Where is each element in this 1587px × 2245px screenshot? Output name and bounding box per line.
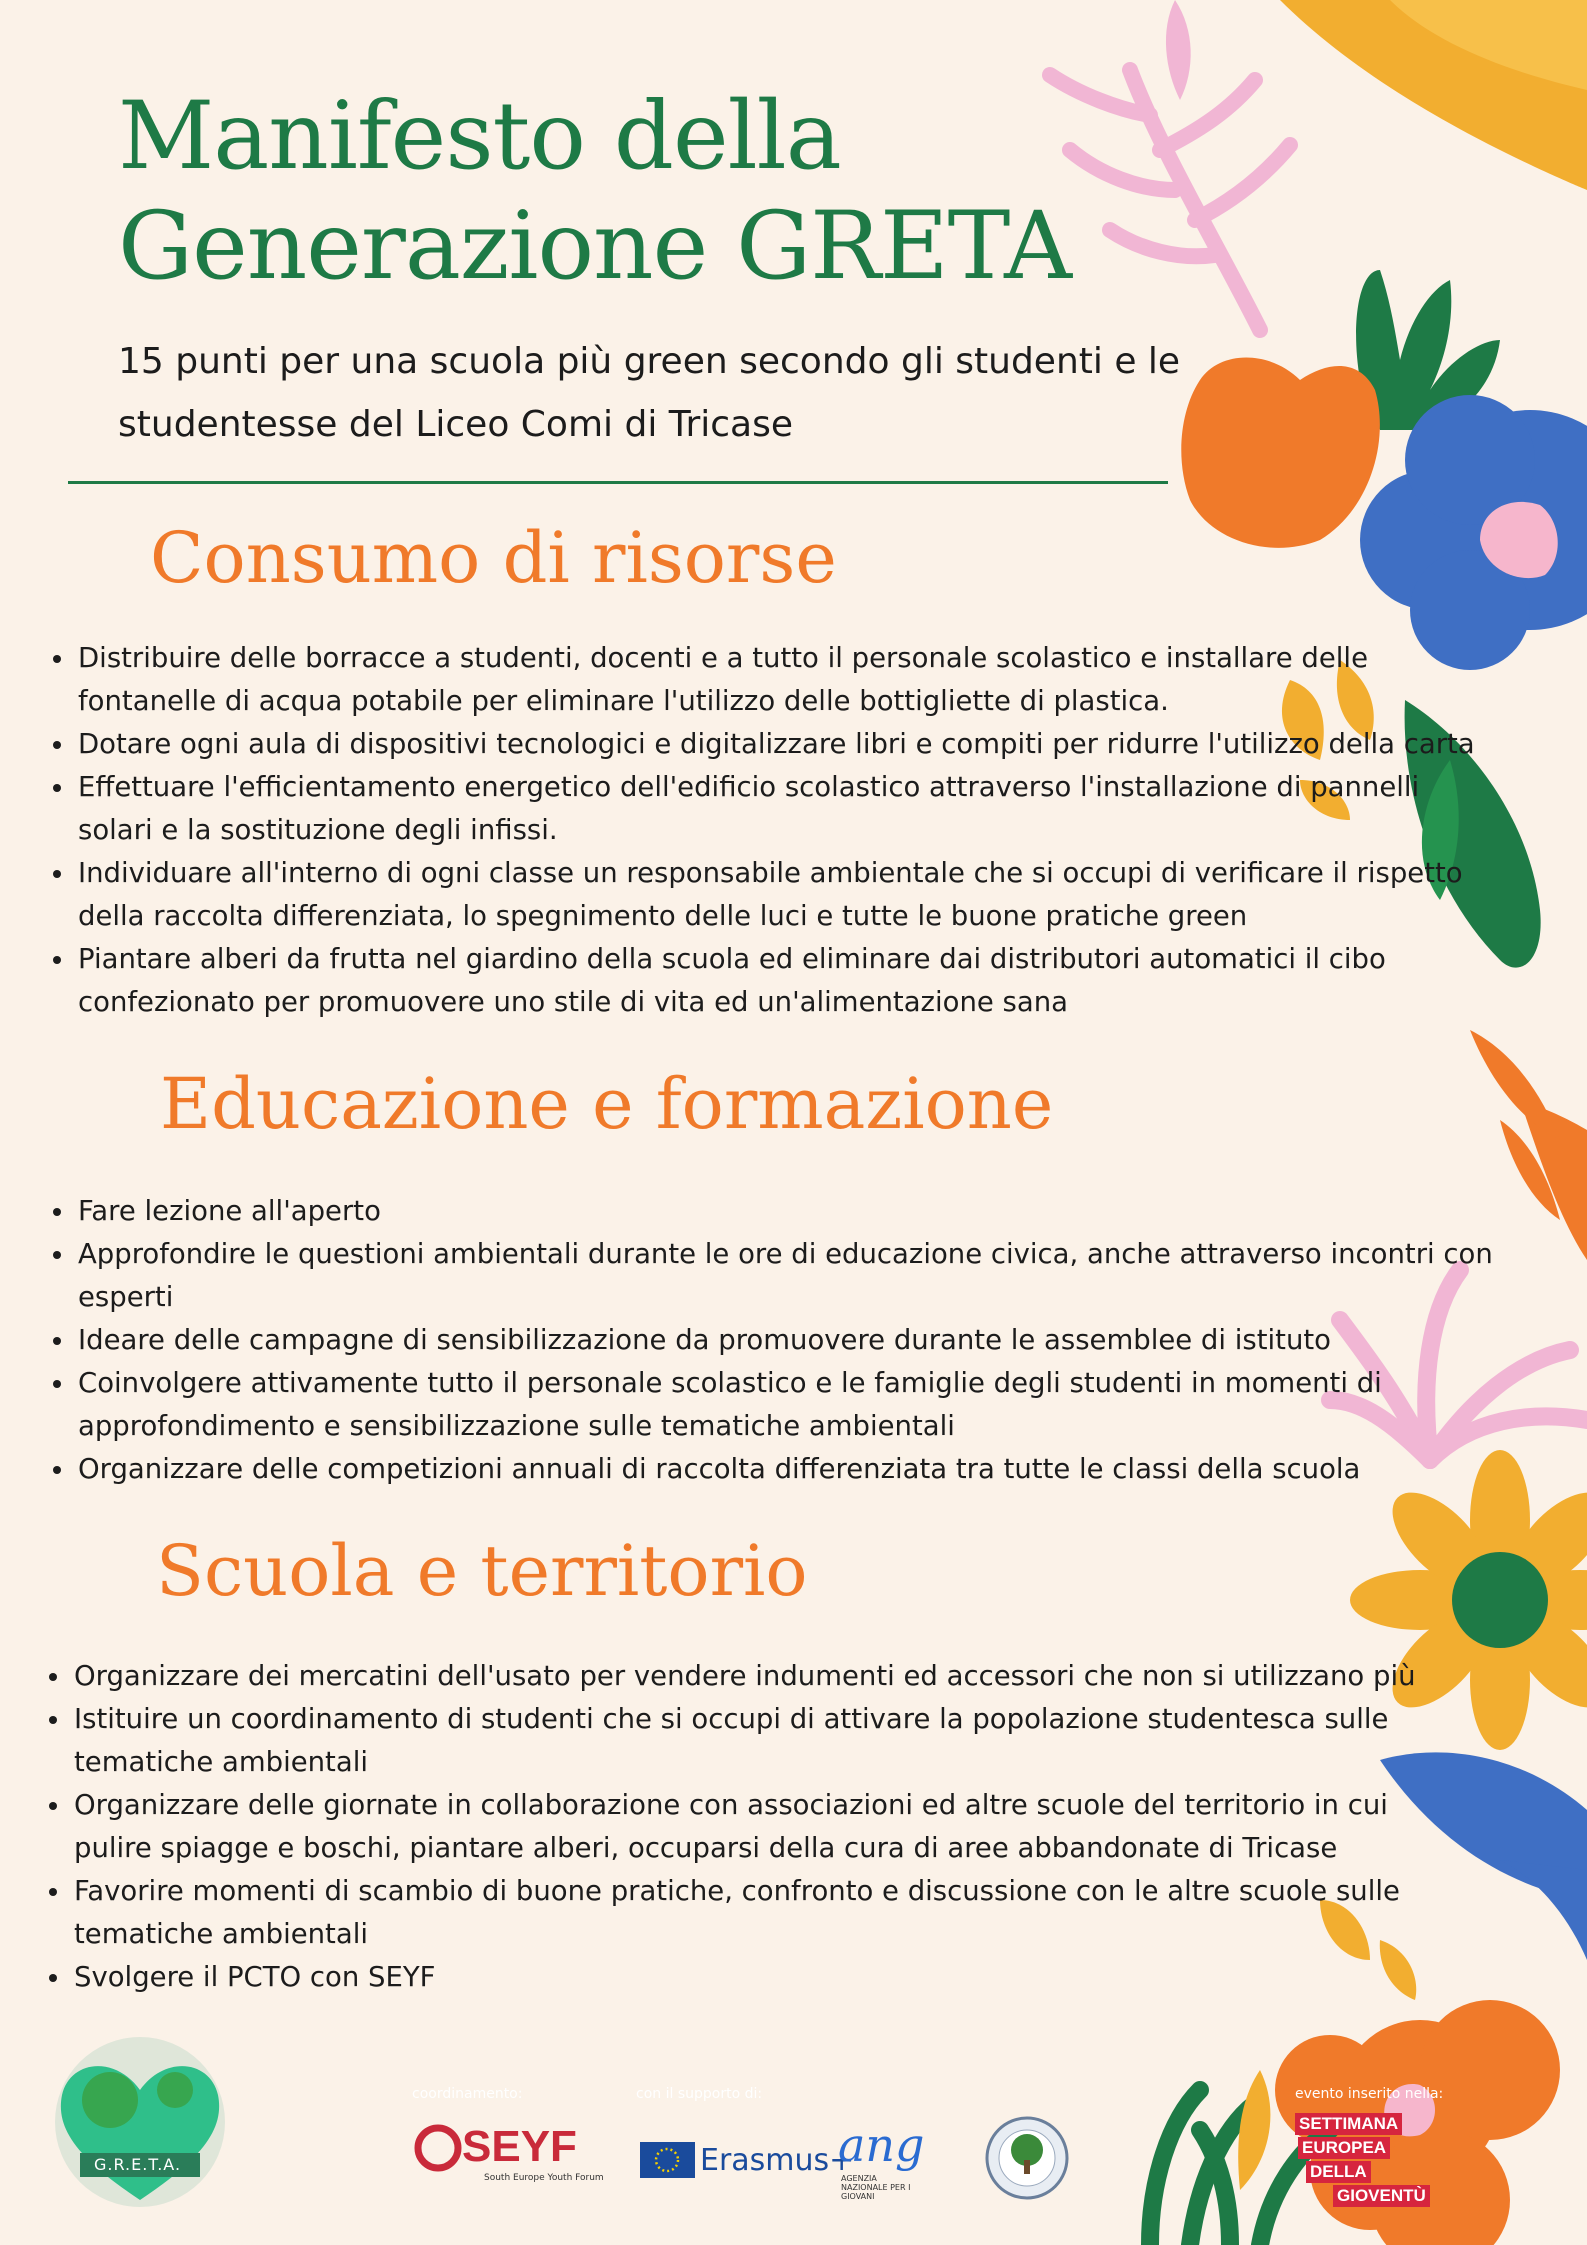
list-item: Distribuire delle borracce a studenti, docenti e a tutto il personale scolastico e installare delle fontanelle di acqua potabile per eliminare l'utilizzo delle bottigliette di plastica.: [78, 637, 1488, 723]
page-title: [118, 82, 1071, 302]
list-territorio: [74, 1655, 1434, 1999]
list-item: Organizzare dei mercatini dell'usato per vendere indumenti ed accessori che non si utilizzano più: [74, 1655, 1434, 1698]
title-line-2: Generazione GRETA: [118, 192, 1072, 301]
list-educazione: [78, 1190, 1498, 1491]
list-item: Individuare all'interno di ogni classe un responsabile ambientale che si occupi di verificare il rispetto della raccolta differenziata, lo spegnimento delle luci e tutte le buone pratiche green: [78, 852, 1488, 938]
list-item: Coinvolgere attivamente tutto il personale scolastico e le famiglie degli studenti in momenti di approfondimento e sensibilizzazione sulle tematiche ambientali: [78, 1362, 1498, 1448]
list-item: Organizzare delle competizioni annuali di raccolta differenziata tra tutte le classi della scuola: [78, 1448, 1498, 1491]
greta-logo-text: G.R.E.T.A.: [94, 2155, 182, 2174]
header-divider: [68, 481, 1168, 484]
list-item: Favorire momenti di scambio di buone pratiche, confronto e discussione con le altre scuole sulle tematiche ambientali: [74, 1870, 1434, 1956]
settimana-line-3: DELLA: [1306, 2161, 1371, 2183]
ang-subtitle: AGENZIA NAZIONALE PER I GIOVANI: [841, 2174, 911, 2201]
list-item: Organizzare delle giornate in collaborazione con associazioni ed altre scuole del territorio in cui pulire spiagge e boschi, piantare alberi, occuparsi della cura di aree abbandonate di Tricase: [74, 1784, 1434, 1870]
list-item: Ideare delle campagne di sensibilizzazione da promuovere durante le assemblee di istituto: [78, 1319, 1498, 1362]
erasmus-logo-text: Erasmus+: [700, 2143, 855, 2178]
section-title-territorio: Scuola e territorio: [156, 1530, 808, 1612]
page-subtitle: 15 punti per una scuola più green secondo gli studenti e le studentesse del Liceo Comi di Tricase: [118, 341, 1181, 445]
evento-label: evento inserito nella:: [1295, 2086, 1444, 2102]
list-item: Piantare alberi da frutta nel giardino della scuola ed eliminare dai distributori automatici il cibo confezionato per promuovere uno stile di vita ed un'alimentazione sana: [78, 938, 1488, 1024]
ang-logo-text: ang: [838, 2118, 925, 2172]
section-title-consumo: Consumo di risorse: [150, 517, 837, 599]
list-item: Istituire un coordinamento di studenti che si occupi di attivare la popolazione studentesca sulle tematiche ambientali: [74, 1698, 1434, 1784]
settimana-line-2: EUROPEA: [1298, 2137, 1390, 2159]
list-consumo: [78, 637, 1488, 1024]
supporto-label: con il supporto di:: [636, 2086, 763, 2102]
section-title-educazione: Educazione e formazione: [160, 1063, 1054, 1145]
list-item: Approfondire le questioni ambientali durante le ore di educazione civica, anche attraverso incontri con esperti: [78, 1233, 1498, 1319]
list-item: Effettuare l'efficientamento energetico dell'edificio scolastico attraverso l'installazione di pannelli solari e la sostituzione degli infissi.: [78, 766, 1488, 852]
seyf-logo-text: SEYF: [462, 2122, 577, 2171]
settimana-line-4: GIOVENTÙ: [1333, 2185, 1430, 2207]
settimana-line-1: SETTIMANA: [1295, 2113, 1402, 2135]
list-item: Svolgere il PCTO con SEYF: [74, 1956, 1434, 1999]
list-item: Dotare ogni aula di dispositivi tecnologici e digitalizzare libri e compiti per ridurre l'utilizzo della carta: [78, 723, 1488, 766]
list-item: Fare lezione all'aperto: [78, 1190, 1498, 1233]
title-line-1: Manifesto della: [118, 82, 841, 191]
seyf-subtitle: South Europe Youth Forum: [484, 2173, 604, 2183]
coordinamento-label: coordinamento:: [412, 2086, 523, 2102]
